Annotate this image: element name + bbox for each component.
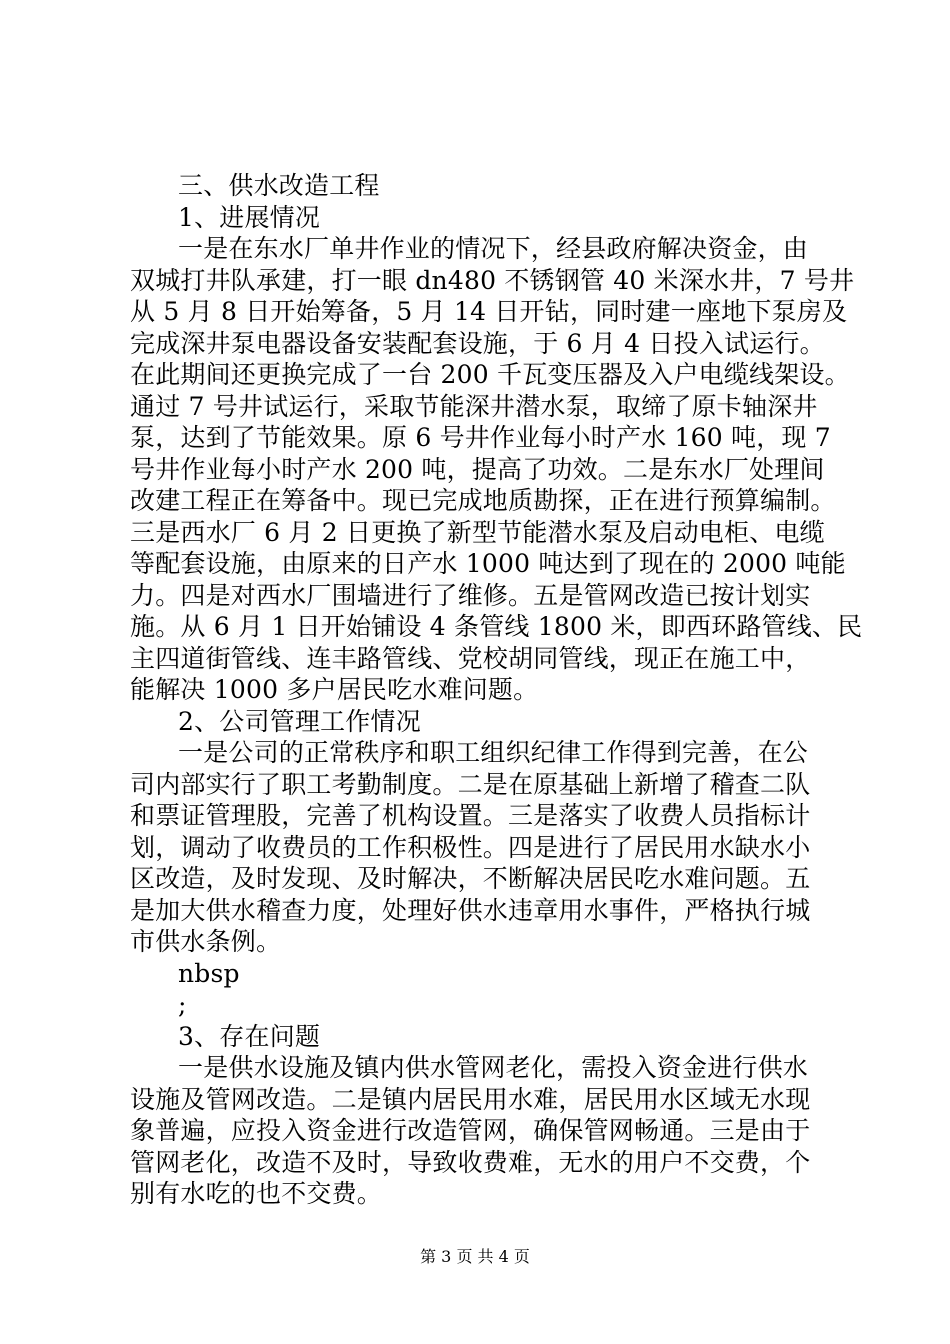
subsection-heading-problems: 3、存在问题 [178,1021,321,1051]
text-line: 象普遍，应投入资金进行改造管网，确保管网畅通。三是由于 [130,1116,811,1145]
text-line: 通过 7 号井试运行，采取节能深井潜水泵，取缔了原卡轴深井 [130,391,818,421]
text-line: 和票证管理股，完善了机构设置。三是落实了收费人员指标计 [130,801,811,830]
text-line: 一是在东水厂单井作业的情况下，经县政府解决资金，由 [178,234,809,263]
text-line: 力。四是对西水厂围墙进行了维修。五是管网改造已按计划实 [130,580,811,610]
stray-text-semicolon: ; [178,990,187,1019]
text-line: 改建工程正在筹备中。现已完成地质勘探，正在进行预算编制。 [130,486,836,515]
text-line: 号井作业每小时产水 200 吨，提高了功效。二是东水厂处理间 [130,454,825,484]
text-line: 三是西水厂 6 月 2 日更换了新型节能潜水泵及启动电柜、电缆 [130,517,825,547]
page-footer: 第 3 页 共 4 页 [420,1247,530,1266]
document-body [130,170,863,1210]
text-line: 从 5 月 8 日开始筹备，5 月 14 日开钻，同时建一座地下泵房及 [130,297,848,326]
text-line: 别有水吃的也不交费。 [130,1179,383,1208]
text-line: 能解决 1000 多户居民吃水难问题。 [130,675,539,704]
text-line: 司内部实行了职工考勤制度。二是在原基础上新增了稽查二队 [130,769,811,799]
paragraph-progress [130,233,863,706]
text-line: 划，调动了收费员的工作积极性。四是进行了居民用水缺水小 [130,832,811,862]
section-title: 三、供水改造工程 [178,171,380,200]
paragraph-problems [130,1052,830,1210]
text-line: 设施及管网改造。二是镇内居民用水难，居民用水区域无水现 [130,1084,811,1114]
subsection-heading-progress: 1、进展情况 [178,202,321,232]
stray-text-nbsp: nbsp [178,958,240,988]
text-line: 主四道街管线、连丰路管线、党校胡同管线，现正在施工中， [130,643,811,673]
text-line: 区改造，及时发现、及时解决，不断解决居民吃水难问题。五 [130,864,811,893]
text-line: 双城打井队承建，打一眼 dn480 不锈钢管 40 米深水井，7 号井 [130,265,855,295]
text-line: 在此期间还更换完成了一台 200 千瓦变压器及入户电缆线架设。 [130,360,850,389]
text-line: 等配套设施，由原来的日产水 1000 吨达到了现在的 2000 吨能 [130,549,846,578]
text-line: 一是供水设施及镇内供水管网老化，需投入资金进行供水 [178,1053,809,1082]
text-line: 完成深井泵电器设备安装配套设施，于 6 月 4 日投入试运行。 [130,328,825,358]
text-line: 是加大供水稽查力度，处理好供水违章用水事件，严格执行城 [130,895,811,925]
text-line: 施。从 6 月 1 日开始铺设 4 条管线 1800 米，即西环路管线、民 [130,612,863,641]
text-line: 管网老化，改造不及时，导致收费难，无水的用户不交费，个 [130,1147,811,1177]
text-line: 泵，达到了节能效果。原 6 号井作业每小时产水 160 吨，现 7 [130,423,831,452]
text-line: 一是公司的正常秩序和职工组织纪律工作得到完善，在公 [178,738,809,767]
subsection-heading-management: 2、公司管理工作情况 [178,706,421,736]
paragraph-management [130,737,830,958]
text-line: 市供水条例。 [130,927,282,956]
